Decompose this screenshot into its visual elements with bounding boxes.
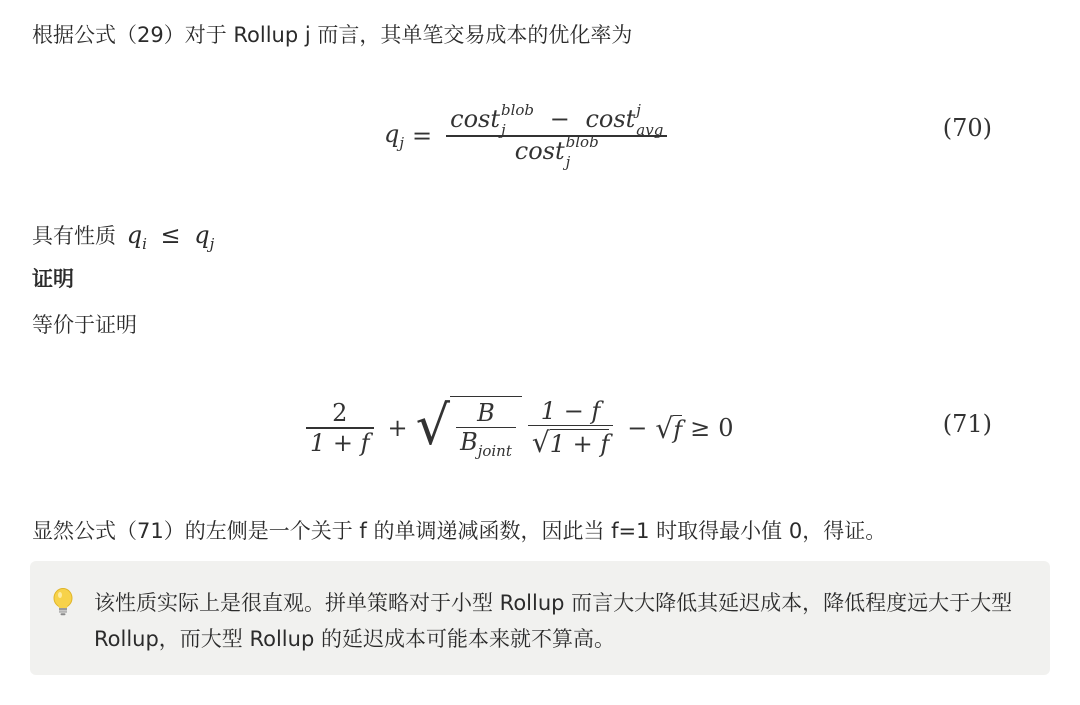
property-text: 具有性质 bbox=[32, 224, 116, 248]
eq70-lhs: $q_j$ bbox=[384, 120, 405, 152]
property-line bbox=[32, 220, 214, 259]
callout-box bbox=[30, 561, 1050, 675]
eq71-fraction-2: $\frac{B}{B_{joint}}$ bbox=[456, 399, 516, 460]
eq71-number: (71) bbox=[942, 410, 992, 438]
eq70-number: (70) bbox=[942, 114, 992, 142]
eq71-fraction-3: $\frac{1 - f}{√1 + f}$ bbox=[528, 397, 613, 459]
equation-70 bbox=[384, 96, 673, 176]
eq71-plus: + bbox=[387, 414, 408, 442]
eq70-numerator: cost blob j − cost j avg bbox=[450, 101, 664, 140]
eq71-rhs: 0 bbox=[718, 414, 734, 442]
eq71-minus: − bbox=[627, 414, 648, 442]
callout-text: 该性质实际上是很直观。拼单策略对于小型 Rollup 而言大大降低其延迟成本，降低程度远大于大型 Rollup，而大型 Rollup 的延迟成本可能本来就不算高。 bbox=[94, 591, 1013, 651]
eq71-sqrt-ratio: √ $\frac{B}{B_{joint}}$ bbox=[416, 396, 522, 460]
equation-71 bbox=[300, 386, 733, 470]
eq70-fraction bbox=[446, 101, 667, 172]
conclusion-paragraph: 显然公式（71）的左侧是一个关于 f 的单调递减函数，因此当 f=1 时取得最小值 0，得证。 bbox=[32, 519, 887, 543]
intro-paragraph: 根据公式（29）对于 Rollup j 而言，其单笔交易成本的优化率为 bbox=[32, 23, 633, 47]
eq70-equals: = bbox=[412, 122, 433, 150]
lightbulb-icon bbox=[52, 587, 74, 617]
eq71-fraction-1: $\frac{2}{1 + f}$ bbox=[306, 399, 374, 456]
property-math: $q_i \le q_j$ bbox=[126, 221, 215, 253]
eq71-relation: ≥ bbox=[690, 414, 711, 442]
eq70-denominator: cost blob j bbox=[514, 133, 599, 172]
proof-heading: 证明 bbox=[32, 267, 74, 291]
equivalent-text: 等价于证明 bbox=[32, 313, 137, 337]
eq71-sqrt-f: √f bbox=[655, 411, 683, 445]
